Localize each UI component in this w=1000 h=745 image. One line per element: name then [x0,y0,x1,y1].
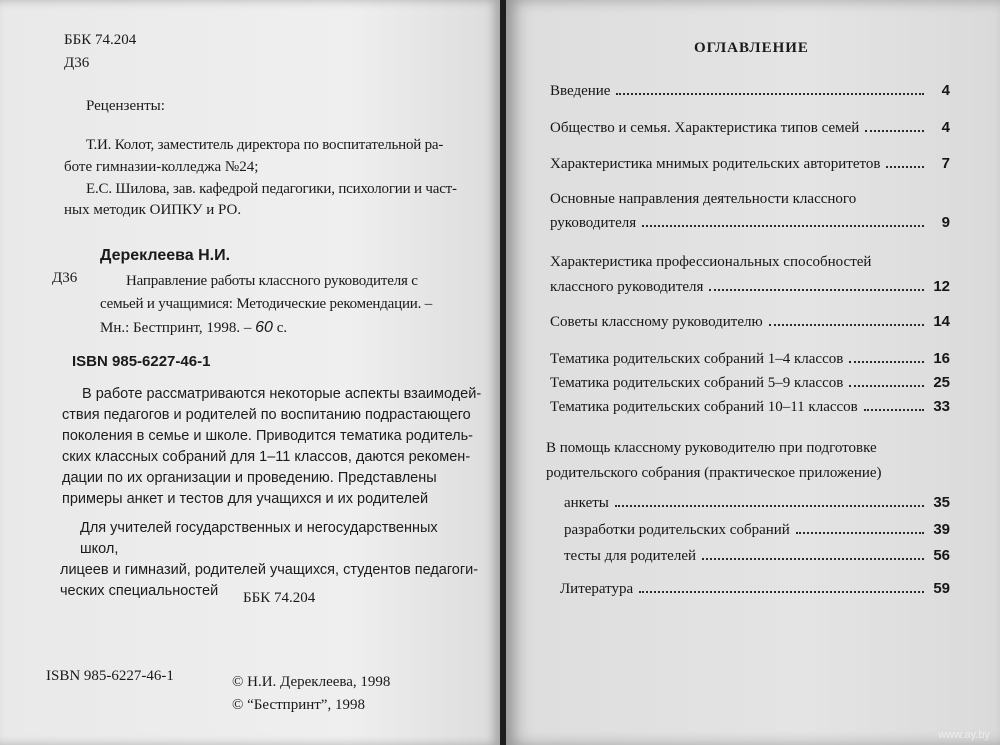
bibliographic-pages-unit: с. [276,320,288,336]
toc-entry-page: 39 [933,521,950,538]
right-page [506,0,1000,745]
toc-entry [550,82,950,100]
bbk-code-bottom: ББК 74.204 [243,590,316,606]
watermark-text: www.ay.by [938,729,990,741]
catalog-code-entry: Д36 [52,270,78,286]
toc-entry-page: 35 [933,494,950,511]
toc-leader-dots [864,409,924,411]
toc-leader-dots [639,591,924,593]
audience-line: лицеев и гимназий, родителей учащихся, студентов педагоги- [60,562,479,578]
reviewer-2-line-2: ных методик ОИПКУ и РО. [64,202,242,218]
toc-entry-page: 16 [933,350,950,367]
toc-entry-page: 25 [933,374,950,391]
abstract-line: В работе рассматриваются некоторые аспекты взаимодей- [82,386,482,402]
toc-entry [550,374,950,392]
toc-entry [550,214,950,232]
toc-entry-page: 7 [941,155,950,172]
toc-leader-dots [796,532,924,534]
toc-entry-page: 12 [933,278,950,295]
abstract-line: примеры анкет и тестов для учащихся и их родителей [62,491,429,507]
toc-entry-page: 59 [933,580,950,597]
toc-entry [550,155,950,173]
toc-entry-label: Тематика родительских собраний 10–11 классов [550,399,858,415]
toc-leader-dots [886,166,924,168]
toc-leader-dots [642,225,924,227]
bibliographic-line-3 [100,319,287,337]
catalog-code-top: Д36 [64,55,90,71]
abstract-line: поколения в семье и школе. Приводится тематика родитель- [62,428,474,444]
toc-entry-page: 4 [941,119,950,136]
toc-entry-label: Литература [560,581,634,597]
toc-entry [564,494,950,512]
abstract-line: дации по их организации и проведению. Представлены [62,470,437,486]
toc-entry-label: анкеты [564,495,609,511]
reviewer-1-line-1: Т.И. Колот, заместитель директора по воспитательной ра- [86,137,444,153]
toc-entry-label: Тематика родительских собраний 5–9 классов [550,375,844,391]
toc-entry-label-line: Основные направления деятельности классного [550,191,857,207]
abstract-line: ских классных собраний для 1–11 классов, даются рекомен- [62,449,471,465]
toc-section-heading-line-2: родительского собрания (практическое приложение) [546,465,882,481]
toc-entry [550,350,950,368]
toc-leader-dots [616,93,924,95]
toc-leader-dots [615,505,924,507]
bibliographic-imprint: Мн.: Бестпринт, 1998. – [100,320,252,336]
bbk-code-top: ББК 74.204 [64,32,137,48]
toc-entry-page: 14 [933,313,950,330]
toc-entry-label: Общество и семья. Характеристика типов семей [550,120,860,136]
isbn-bold: ISBN 985-6227-46-1 [72,353,211,370]
toc-leader-dots [849,361,924,363]
bibliographic-line-1: Направление работы классного руководителя с [126,273,418,289]
reviewer-1-line-2: боте гимназии-колледжа №24; [64,159,259,175]
toc-leader-dots [849,385,924,387]
toc-entry-page: 9 [941,214,950,231]
toc-entry-page: 4 [941,82,950,99]
toc-entry [550,119,950,137]
toc-entry-label-line: Характеристика профессиональных способностей [550,254,872,270]
toc-leader-dots [702,558,924,560]
toc-entry [564,547,950,565]
toc-entry-label: разработки родительских собраний [564,522,790,538]
reviewers-label: Рецензенты: [86,98,165,114]
toc-leader-dots [865,130,924,132]
toc-entry-label: руководителя [550,215,637,231]
abstract-line: ствия педагогов и родителей по воспитанию подрастающего [62,407,471,423]
toc-entry-label: Введение [550,83,611,99]
handwritten-page-count: 60 [255,319,273,336]
copyright-publisher: © “Бестпринт”, 1998 [232,697,365,713]
bibliographic-line-2: семьей и учащимися: Методические рекомендации. – [100,296,433,312]
toc-entry [564,521,950,539]
toc-entry [560,580,950,598]
reviewer-2-line-1: Е.С. Шилова, зав. кафедрой педагогики, психологии и част- [86,181,457,197]
toc-entry [550,278,950,296]
toc-leader-dots [709,289,924,291]
author-name: Дереклеева Н.И. [100,247,231,264]
copyright-author: © Н.И. Дереклеева, 1998 [232,674,391,690]
toc-section-heading-line-1: В помощь классному руководителю при подготовке [546,440,877,456]
toc-leader-dots [769,324,924,326]
toc-entry-label: тесты для родителей [564,548,697,564]
toc-entry-label: Советы классному руководителю [550,314,763,330]
toc-entry-page: 56 [933,547,950,564]
audience-line: Для учителей государственных и негосударственных школ, [80,520,438,557]
isbn-bottom: ISBN 985-6227-46-1 [46,668,174,684]
toc-entry-label: Характеристика мнимых родительских авторитетов [550,156,881,172]
audience-line: ческих специальностей [60,583,219,599]
toc-entry-page: 33 [933,398,950,415]
toc-entry-label: Тематика родительских собраний 1–4 классов [550,351,844,367]
toc-entry-label: классного руководителя [550,279,704,295]
toc-title: ОГЛАВЛЕНИЕ [694,40,809,56]
toc-entry [550,313,950,331]
toc-entry [550,398,950,416]
abstract [62,384,482,510]
